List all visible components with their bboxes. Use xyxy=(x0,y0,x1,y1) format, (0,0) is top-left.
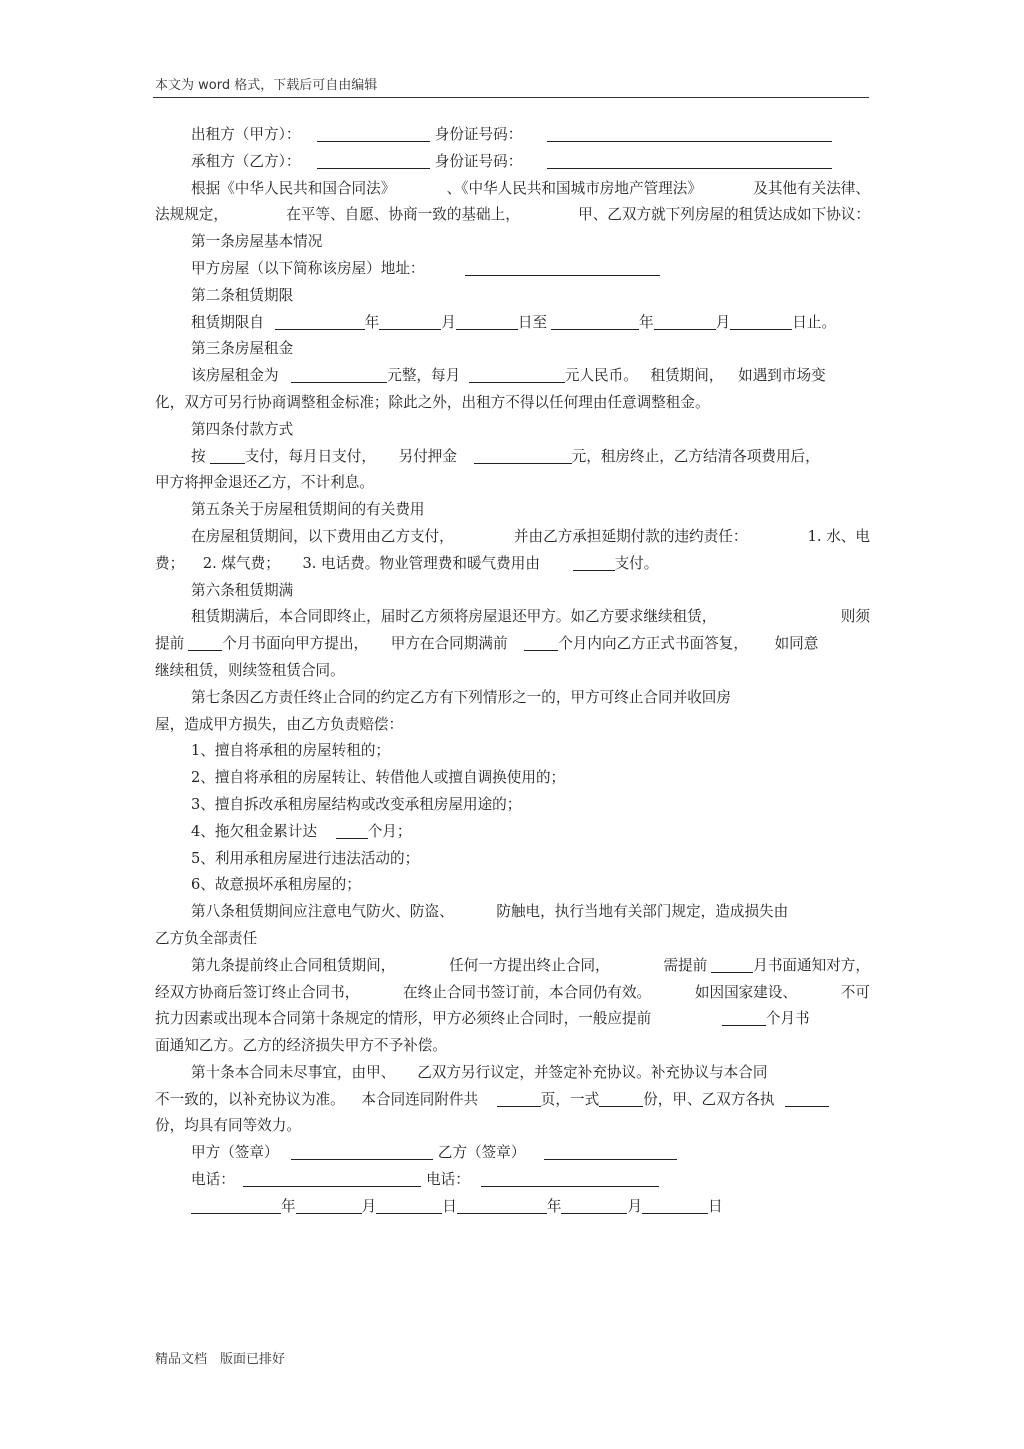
term-prefix: 租赁期限自 xyxy=(191,313,264,331)
header-divider xyxy=(153,97,869,98)
early-termination-text: 月书面通知对方， xyxy=(753,956,870,974)
payment-line-1 xyxy=(155,444,870,471)
fees-line-1 xyxy=(155,524,870,551)
lessee-id-label: 身份证号码： xyxy=(434,152,523,170)
year-label: 年 xyxy=(281,1197,296,1215)
lessee-line xyxy=(155,149,870,176)
page-header: 本文为 word 格式，下载后可自由编辑 xyxy=(155,78,378,93)
copies-each-blank[interactable] xyxy=(785,1090,829,1107)
article-5-title: 第五条关于房屋租赁期间的有关费用 xyxy=(191,501,425,519)
lessor-line xyxy=(155,122,870,149)
party-b-signature-label: 乙方（签章） xyxy=(437,1144,526,1162)
payment-text: 支付，每月日支付， xyxy=(244,447,376,465)
early-termination-text: 第九条提前终止合同租赁期间， xyxy=(191,956,396,974)
day-end-label: 日止。 xyxy=(792,313,837,331)
article-8-line-2: 乙方负全部责任 xyxy=(155,929,258,947)
rent-text: 元人民币。 xyxy=(564,367,638,385)
expiry-line-1 xyxy=(155,604,870,631)
page-footer: 精品文档 版面已排好 xyxy=(155,1352,286,1367)
rent-text: 该房屋租金为 xyxy=(191,367,279,385)
end-year-blank[interactable] xyxy=(551,313,639,330)
rent-monthly-blank[interactable] xyxy=(469,366,565,383)
expiry-text: 个月书面向甲方提出， xyxy=(222,635,369,653)
article-7-line-2: 屋，造成甲方损失，由乙方负责赔偿： xyxy=(155,715,404,733)
termination-item: 2、擅自将承租的房屋转让、转借他人或擅自调换使用的； xyxy=(191,769,566,787)
month-label: 月 xyxy=(441,313,456,331)
party-a-phone-label: 电话： xyxy=(191,1171,235,1189)
fees-text: 3. 电话费。物业管理费和暖气费用由 xyxy=(302,554,540,572)
article-10-line-2 xyxy=(155,1087,870,1114)
intro-text: 及其他有关法律、 xyxy=(753,179,870,197)
early-termination-text: 如因国家建设、 xyxy=(694,983,798,1001)
expiry-text: 则须 xyxy=(840,608,870,626)
copies-blank[interactable] xyxy=(599,1090,643,1107)
notice-months-blank[interactable] xyxy=(188,634,222,651)
safety-text: 第八条租赁期间应注意电气防火、防盗、 xyxy=(191,903,454,921)
expiry-text: 如同意 xyxy=(774,635,819,653)
payment-line-2: 甲方将押金退还乙方，不计利息。 xyxy=(155,474,374,492)
rent-line-2: 化，双方可另行协商调整租金标准；除此之外，出租方不得以任何理由任意调整租金。 xyxy=(155,393,710,411)
early-termination-text: 在终止合同书签订前，本合同仍有效。 xyxy=(403,983,652,1001)
rent-text: 租赁期间， xyxy=(650,367,724,385)
lessee-id-blank[interactable] xyxy=(547,152,832,169)
force-majeure-notice-blank[interactable] xyxy=(722,1009,766,1026)
a-day-blank[interactable] xyxy=(376,1197,442,1214)
b-day-blank[interactable] xyxy=(642,1197,708,1214)
misc-text: 页，一式 xyxy=(540,1090,600,1108)
intro-line-1 xyxy=(155,176,870,203)
fees-payer-blank[interactable] xyxy=(573,554,615,571)
address-label: 甲方房屋（以下简称该房屋）地址： xyxy=(191,259,425,277)
intro-text: 法规规定， xyxy=(155,206,228,224)
early-termination-text: 个月书 xyxy=(765,1010,810,1028)
address-blank[interactable] xyxy=(465,259,660,276)
safety-text: 防触电，执行当地有关部门规定，造成损失由 xyxy=(496,903,789,921)
article-9-line-2 xyxy=(155,980,870,1007)
year-label: 年 xyxy=(639,313,654,331)
a-year-blank[interactable] xyxy=(191,1197,281,1214)
article-8-line-1 xyxy=(155,899,870,926)
misc-text: 本合同连同附件共 xyxy=(361,1090,479,1108)
article-3-title: 第三条房屋租金 xyxy=(191,340,294,358)
contract-body xyxy=(155,122,870,1221)
deposit-blank[interactable] xyxy=(474,447,572,464)
article-9-line-4: 面通知乙方。乙方的经济损失甲方不予补偿。 xyxy=(155,1037,447,1055)
month-label: 月 xyxy=(361,1197,377,1215)
year-label: 年 xyxy=(546,1197,562,1215)
expiry-line-2 xyxy=(155,631,870,658)
payment-text: 按 xyxy=(191,447,206,465)
signature-line xyxy=(155,1140,870,1167)
intro-text: 、《中华人民共和国城市房地产管理法》 xyxy=(446,179,702,197)
article-9-line-3 xyxy=(155,1006,870,1033)
party-a-signature-label: 甲方（签章） xyxy=(191,1144,279,1162)
rent-total-blank[interactable] xyxy=(291,366,387,383)
lessor-label: 出租方（甲方）： xyxy=(191,126,301,143)
party-b-phone-blank[interactable] xyxy=(481,1170,659,1187)
payment-text: 另付押金 xyxy=(398,447,457,465)
fees-text: 在房屋租赁期间，以下费用由乙方支付， xyxy=(191,527,454,545)
article-9-line-1 xyxy=(155,953,870,980)
misc-text: 不一致的，以补充协议为准。 xyxy=(155,1090,345,1108)
early-notice-blank[interactable] xyxy=(711,956,753,973)
article-6-title: 第六条租赁期满 xyxy=(191,581,294,599)
lessee-name-blank[interactable] xyxy=(317,152,430,169)
expiry-text: 提前 xyxy=(155,635,185,653)
payment-method-blank[interactable] xyxy=(210,447,245,464)
party-b-signature-blank[interactable] xyxy=(544,1143,677,1160)
day-to-label: 日至 xyxy=(517,313,548,331)
misc-text: 份，甲、乙双方各执 xyxy=(643,1090,775,1108)
article-4-title: 第四条付款方式 xyxy=(191,420,294,438)
fees-text: 1. 水、电 xyxy=(807,527,870,545)
month-label: 月 xyxy=(715,313,731,331)
reply-months-blank[interactable] xyxy=(524,634,558,651)
end-day-blank[interactable] xyxy=(730,313,792,330)
termination-item: 5、利用承租房屋进行违法活动的； xyxy=(191,849,420,867)
day-label: 日 xyxy=(442,1197,457,1215)
intro-text: 甲、乙双方就下列房屋的租赁达成如下协议： xyxy=(578,206,870,224)
fees-line-2 xyxy=(155,551,870,578)
rent-text: 如遇到市场变 xyxy=(738,367,826,385)
address-line xyxy=(155,256,870,283)
early-termination-text: 抗力因素或出现本合同第十条规定的情形，甲方必须终止合同时，一般应提前 xyxy=(155,1010,652,1028)
fees-text: 2. 煤气费； xyxy=(202,554,280,572)
termination-item-text: 个月； xyxy=(367,822,412,840)
fees-text: 并由乙方承担延期付款的违约责任： xyxy=(513,527,748,545)
article-10-line-1: 第十条本合同未尽事宜，由甲、 乙双方另行议定，并签定补充协议。补充协议与本合同 xyxy=(191,1063,768,1081)
party-a-phone-blank[interactable] xyxy=(243,1170,421,1187)
fees-text: 费； xyxy=(155,554,185,572)
date-line xyxy=(155,1194,870,1221)
intro-text: 根据《中华人民共和国合同法》 xyxy=(191,179,396,197)
b-month-blank[interactable] xyxy=(561,1197,627,1214)
article-2-title: 第二条租赁期限 xyxy=(191,286,294,304)
lease-term-line xyxy=(155,310,870,337)
lessee-label: 承租方（乙方）： xyxy=(191,152,301,170)
year-label: 年 xyxy=(364,313,380,331)
start-day-blank[interactable] xyxy=(456,313,518,330)
rent-line-1 xyxy=(155,363,870,390)
expiry-line-3: 继续租赁，则续签租赁合同。 xyxy=(155,661,345,679)
article-10-line-3: 份，均具有同等效力。 xyxy=(155,1117,301,1135)
start-month-blank[interactable] xyxy=(379,313,441,330)
lessor-id-label: 身份证号码： xyxy=(434,126,523,143)
phone-line xyxy=(155,1167,870,1194)
early-termination-text: 需提前 xyxy=(663,956,708,974)
expiry-text: 租赁期满后，本合同即终止，届时乙方须将房屋退还甲方。如乙方要求继续租赁， xyxy=(191,608,717,626)
day-label: 日 xyxy=(708,1197,723,1215)
intro-text: 在平等、自愿、协商一致的基础上， xyxy=(286,206,520,224)
lessor-name-blank[interactable] xyxy=(317,125,430,142)
expiry-text: 个月内向乙方正式书面答复， xyxy=(558,635,748,653)
arrears-months-blank[interactable] xyxy=(336,822,368,839)
early-termination-text: 任何一方提出终止合同， xyxy=(449,956,610,974)
start-year-blank[interactable] xyxy=(275,313,365,330)
fees-text: 支付。 xyxy=(614,554,659,572)
party-a-signature-blank[interactable] xyxy=(291,1143,433,1160)
payment-text: 元，租房终止，乙方结清各项费用后， xyxy=(571,447,820,465)
month-label: 月 xyxy=(627,1197,643,1215)
early-termination-text: 不可 xyxy=(840,983,870,1001)
lessor-id-blank[interactable] xyxy=(547,125,832,142)
intro-line-2 xyxy=(155,202,870,229)
early-termination-text: 经双方协商后签订终止合同书， xyxy=(155,983,360,1001)
article-7-line-1: 第七条因乙方责任终止合同的约定乙方有下列情形之一的，甲方可终止合同并收回房 xyxy=(191,688,731,706)
termination-item-text: 4、拖欠租金累计达 xyxy=(191,822,318,840)
a-month-blank[interactable] xyxy=(296,1197,362,1214)
expiry-text: 甲方在合同期满前 xyxy=(390,635,508,653)
termination-item xyxy=(155,819,870,846)
end-month-blank[interactable] xyxy=(654,313,716,330)
termination-item: 6、故意损坏承租房屋的； xyxy=(191,876,361,894)
termination-item: 3、擅自拆改承租房屋结构或改变承租房屋用途的； xyxy=(191,795,522,813)
article-1-title: 第一条房屋基本情况 xyxy=(191,233,323,251)
termination-item: 1、擅自将承租的房屋转租的； xyxy=(191,742,391,760)
pages-blank[interactable] xyxy=(497,1090,541,1107)
party-b-phone-label: 电话： xyxy=(426,1171,470,1189)
rent-text: 元整，每月 xyxy=(387,367,461,385)
b-year-blank[interactable] xyxy=(457,1197,547,1214)
